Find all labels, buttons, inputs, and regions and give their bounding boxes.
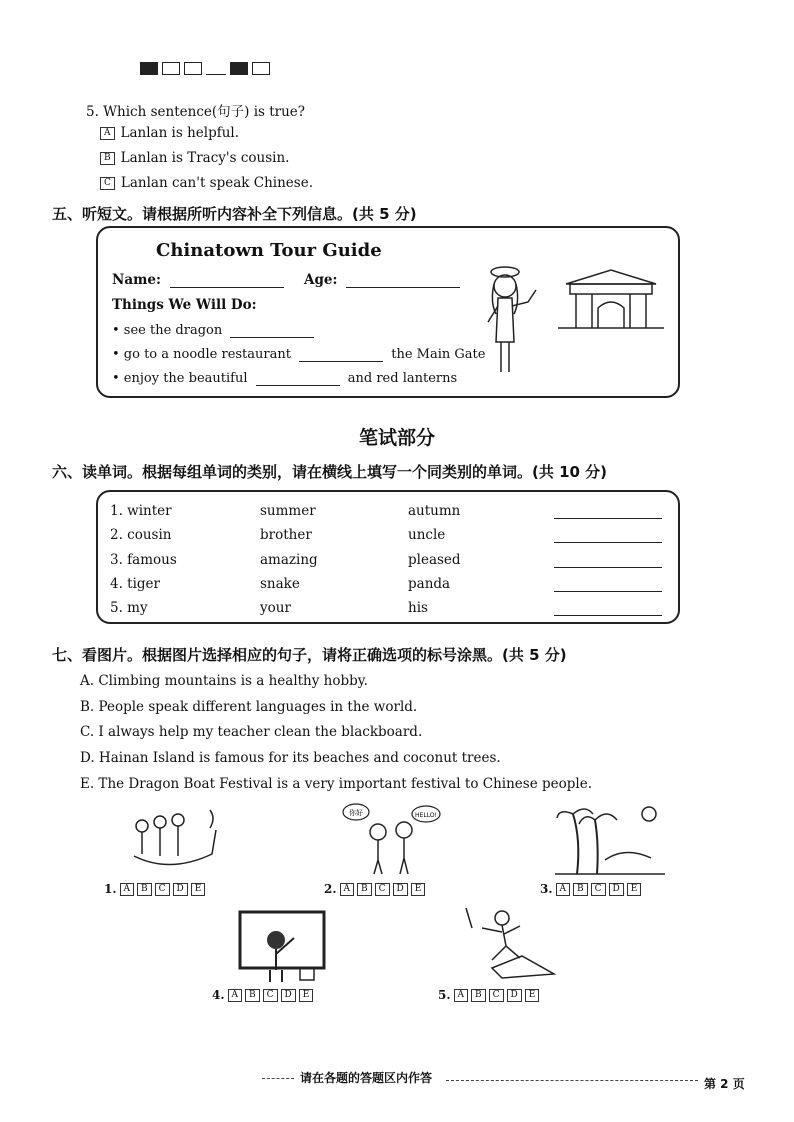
sentence-d: D. Hainan Island is famous for its beaches and coconut trees. [80, 750, 501, 766]
footer-dash-left [262, 1077, 294, 1079]
pic1-opt-a[interactable]: A [120, 883, 135, 896]
tour-guide-illustration [470, 262, 550, 380]
sentence-a: A. Climbing mountains is a healthy hobby. [80, 673, 368, 689]
footer-dash-right [446, 1079, 698, 1081]
option-b[interactable]: B Lanlan is Tracy's cousin. [100, 150, 289, 166]
word-1-2: summer [260, 503, 316, 519]
picture-1-options: 1. A B C D E [104, 882, 205, 896]
word-4-2: snake [260, 576, 300, 592]
word-5-3: his [408, 600, 428, 616]
sentence-b: B. People speak different languages in the world. [80, 699, 418, 715]
section-7-heading: 七、看图片。根据图片选择相应的句子，请将正确选项的标号涂黑。(共 5 分) [52, 646, 567, 664]
picture-5-options: 5. A B C D E [438, 988, 539, 1002]
pic2-opt-c[interactable]: C [375, 883, 390, 896]
tour-blank-1[interactable] [230, 325, 314, 338]
pic4-opt-d[interactable]: D [281, 989, 296, 1002]
pic2-opt-d[interactable]: D [393, 883, 408, 896]
word-2-1: 2. cousin [110, 527, 172, 543]
tour-title: Chinatown Tour Guide [156, 240, 382, 261]
pic5-opt-a[interactable]: A [454, 989, 469, 1002]
dragon-boat-picture [130, 808, 220, 876]
pic3-opt-b[interactable]: B [573, 883, 588, 896]
pic5-opt-d[interactable]: D [507, 989, 522, 1002]
bubble-2-text: HELLO! [415, 812, 437, 819]
word-5-1: 5. my [110, 600, 148, 616]
pic2-opt-e[interactable]: E [411, 883, 426, 896]
word-groups-box [96, 490, 680, 624]
mark-filled [230, 62, 248, 75]
option-c[interactable]: C Lanlan can't speak Chinese. [100, 175, 313, 191]
word-3-3: pleased [408, 552, 461, 568]
picture-4-options: 4. A B C D E [212, 988, 313, 1002]
name-blank[interactable] [170, 275, 284, 288]
pic2-opt-a[interactable]: A [340, 883, 355, 896]
tour-blank-3[interactable] [256, 373, 340, 386]
word-blank-3[interactable] [554, 565, 662, 568]
chinatown-gate-illustration [556, 266, 666, 334]
pic1-opt-e[interactable]: E [191, 883, 206, 896]
word-blank-1[interactable] [554, 516, 662, 519]
option-a[interactable]: A Lanlan is helpful. [100, 125, 239, 141]
mark-box [184, 62, 202, 75]
pic4-opt-b[interactable]: B [245, 989, 260, 1002]
word-blank-2[interactable] [554, 540, 662, 543]
pic5-opt-b[interactable]: B [471, 989, 486, 1002]
word-2-2: brother [260, 527, 312, 543]
word-blank-5[interactable] [554, 613, 662, 616]
word-5-2: your [260, 600, 291, 616]
pic3-opt-e[interactable]: E [627, 883, 642, 896]
pic3-opt-d[interactable]: D [609, 883, 624, 896]
pic5-opt-e[interactable]: E [525, 989, 540, 1002]
section-6-heading: 六、读单词。根据每组单词的类别，请在横线上填写一个同类别的单词。(共 10 分) [52, 463, 608, 481]
pic4-opt-c[interactable]: C [263, 989, 278, 1002]
pic4-opt-a[interactable]: A [228, 989, 243, 1002]
pic1-opt-d[interactable]: D [173, 883, 188, 896]
question-5: 5. Which sentence(句子) is true? [86, 104, 306, 120]
tour-item-3: • enjoy the beautiful and red lanterns [112, 371, 458, 386]
sentence-e: E. The Dragon Boat Festival is a very important festival to Chinese people. [80, 776, 592, 792]
picture-3-options: 3. A B C D E [540, 882, 641, 896]
page-number: 第 2 页 [704, 1077, 745, 1091]
section-5-heading: 五、听短文。请根据所听内容补全下列信息。(共 5 分) [52, 205, 417, 223]
word-blank-4[interactable] [554, 589, 662, 592]
tour-blank-2[interactable] [299, 349, 383, 362]
answer-sheet-marks [140, 62, 270, 75]
word-1-1: 1. winter [110, 503, 172, 519]
mark-flat [206, 63, 226, 75]
word-4-1: 4. tiger [110, 576, 160, 592]
footer-instruction: 请在各题的答题区内作答 [300, 1071, 433, 1085]
picture-2-options: 2. A B C D E [324, 882, 425, 896]
pic5-opt-c[interactable]: C [489, 989, 504, 1002]
tour-item-2: • go to a noodle restaurant the Main Gate [112, 347, 486, 362]
bubble-1-text: 你好 [349, 809, 363, 817]
pic4-opt-e[interactable]: E [299, 989, 314, 1002]
mark-filled [140, 62, 158, 75]
beach-palm-picture [555, 800, 665, 878]
blackboard-picture [240, 912, 324, 984]
pic2-opt-b[interactable]: B [357, 883, 372, 896]
pic3-opt-c[interactable]: C [591, 883, 606, 896]
things-label: Things We Will Do: [112, 297, 257, 313]
pic1-opt-b[interactable]: B [137, 883, 152, 896]
mark-box [252, 62, 270, 75]
written-part-title: 笔试部分 [358, 427, 435, 449]
pic3-opt-a[interactable]: A [556, 883, 571, 896]
word-2-3: uncle [408, 527, 446, 543]
mark-box [162, 62, 180, 75]
tour-item-1: • see the dragon [112, 323, 314, 338]
pic1-opt-c[interactable]: C [155, 883, 170, 896]
age-blank[interactable] [346, 275, 460, 288]
sentence-c: C. I always help my teacher clean the blackboard. [80, 724, 423, 740]
word-3-1: 3. famous [110, 552, 177, 568]
word-1-3: autumn [408, 503, 461, 519]
word-3-2: amazing [260, 552, 318, 568]
greeting-kids-picture [340, 802, 440, 878]
age-field: Age: [304, 272, 460, 288]
climbing-picture [462, 908, 562, 980]
word-4-3: panda [408, 576, 451, 592]
name-field: Name: [112, 272, 284, 288]
